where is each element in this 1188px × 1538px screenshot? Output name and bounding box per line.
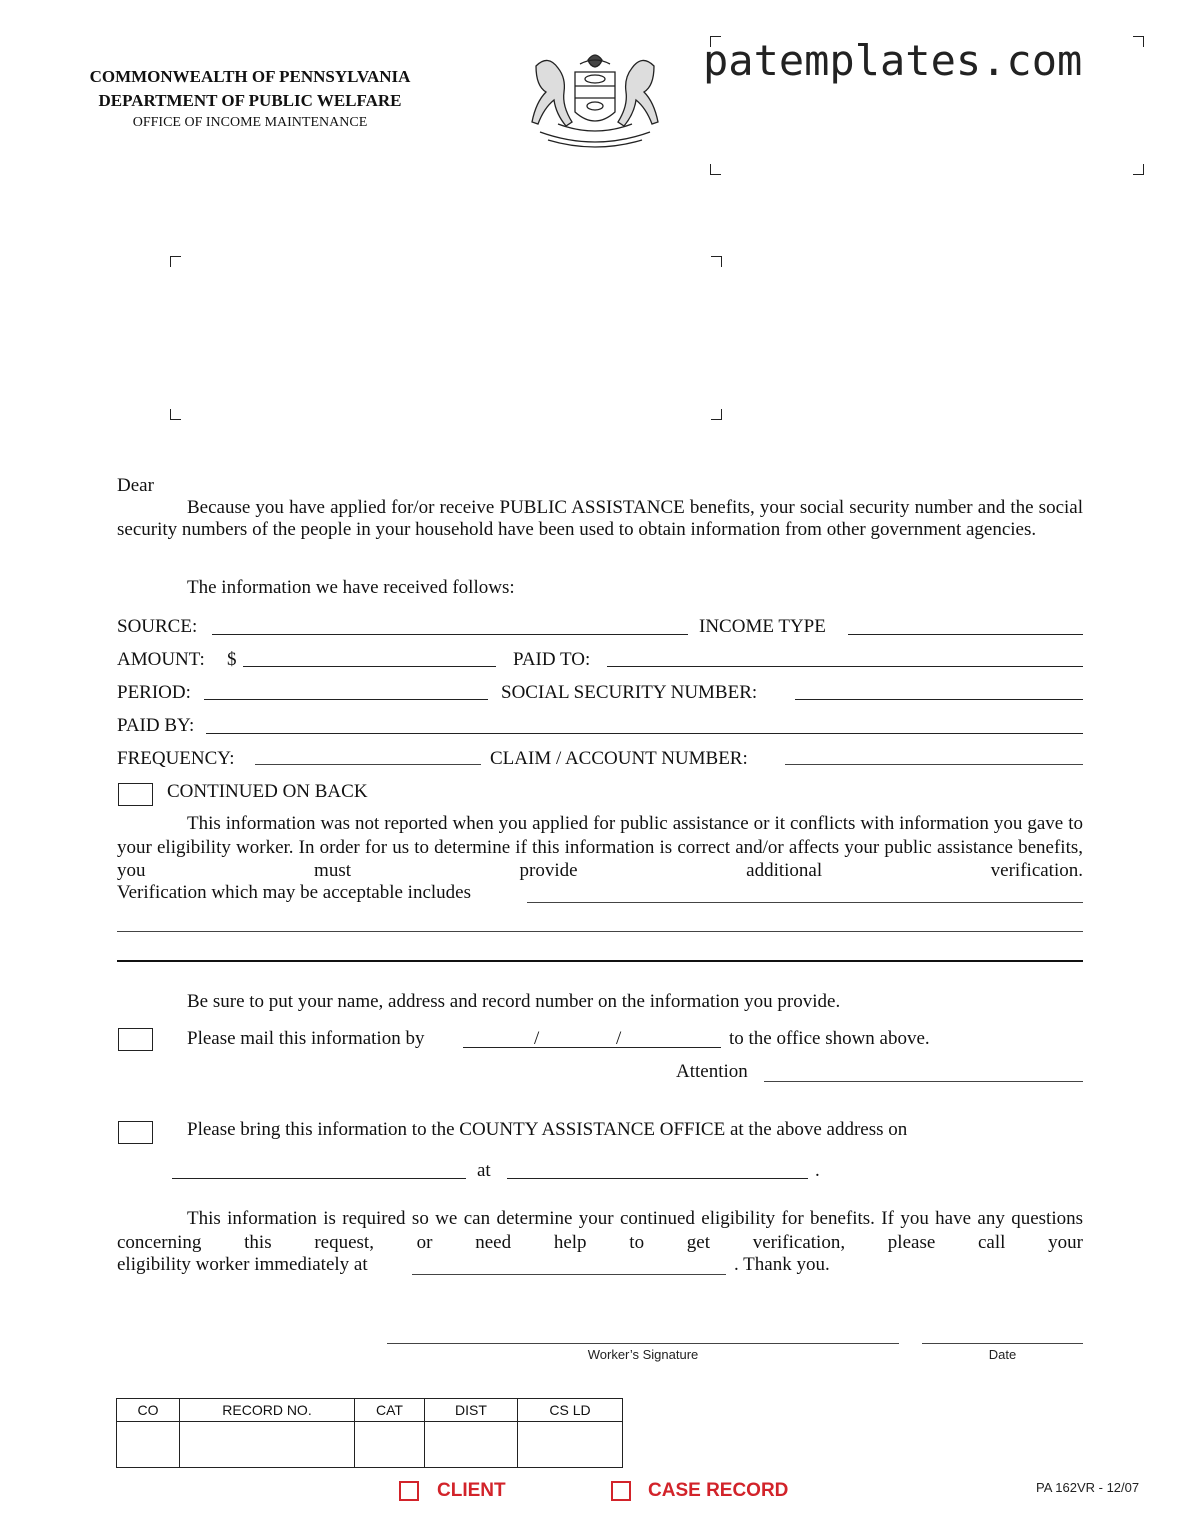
paid-by-label: PAID BY: — [117, 715, 195, 736]
watermark-corner-tr — [1133, 36, 1144, 47]
date-caption: Date — [988, 1347, 1017, 1362]
received-intro: The information we have received follows: — [187, 577, 515, 598]
frequency-label: FREQUENCY: — [117, 748, 235, 769]
record-cell-co[interactable] — [117, 1422, 180, 1468]
source-label: SOURCE: — [117, 616, 198, 637]
header-line-2: DEPARTMENT OF PUBLIC WELFARE — [98, 91, 402, 110]
salutation: Dear — [117, 475, 154, 496]
client-checkbox[interactable] — [399, 1481, 419, 1501]
claim-field[interactable] — [785, 764, 1083, 765]
source-field[interactable] — [212, 634, 688, 635]
paid-to-label: PAID TO: — [513, 649, 591, 670]
continued-checkbox[interactable] — [118, 783, 153, 806]
bring-checkbox[interactable] — [118, 1121, 153, 1144]
address-corner-tl — [170, 256, 181, 267]
case-record-label: CASE RECORD — [648, 1480, 789, 1501]
mail-suffix: to the office shown above. — [729, 1028, 930, 1049]
intro-paragraph: Because you have applied for/or receive PUBLIC ASSISTANCE benefits, your social security number and the social security numbers of the people in your household have been used to obtain information from other government agencies. — [117, 497, 1083, 540]
state-seal-icon — [518, 46, 672, 154]
dollar-sign: $ — [227, 649, 237, 670]
mail-checkbox[interactable] — [118, 1028, 153, 1051]
case-record-checkbox[interactable] — [611, 1481, 631, 1501]
ssn-field[interactable] — [795, 699, 1083, 700]
record-header-cat: CAT — [355, 1399, 425, 1422]
signature-line[interactable] — [387, 1343, 899, 1344]
address-corner-tr — [711, 256, 722, 267]
ssn-label: SOCIAL SECURITY NUMBER: — [501, 682, 758, 703]
record-header-cs-ld: CS LD — [518, 1399, 623, 1422]
paid-by-field[interactable] — [206, 733, 1083, 734]
phone-field[interactable] — [412, 1274, 726, 1275]
address-corner-bl — [170, 409, 181, 420]
record-cell-dist[interactable] — [425, 1422, 518, 1468]
attention-label: Attention — [676, 1061, 748, 1082]
verification-paragraph: This information was not reported when you applied for public assistance or it conflicts with information you gave to your eligibility worker. In order for us to determine if this information is correct and/or affects your public assistance benefits, you must provide additional verification. — [117, 813, 1083, 881]
verification-includes-label: Verification which may be acceptable includes — [117, 882, 471, 903]
record-header-dist: DIST — [425, 1399, 518, 1422]
appointment-date-field[interactable] — [172, 1178, 466, 1179]
income-type-field[interactable] — [848, 634, 1083, 635]
at-label: at — [477, 1160, 491, 1181]
mail-date-slash-2: / — [616, 1028, 622, 1049]
mail-date-slash-1: / — [534, 1028, 540, 1049]
call-prefix: eligibility worker immediately at — [117, 1254, 368, 1275]
period-field[interactable] — [204, 699, 488, 700]
thank-you: . Thank you. — [734, 1254, 830, 1275]
appointment-time-field[interactable] — [507, 1178, 808, 1179]
record-cell-record-no[interactable] — [180, 1422, 355, 1468]
frequency-field[interactable] — [255, 764, 481, 765]
record-cell-cat[interactable] — [355, 1422, 425, 1468]
verification-line-3[interactable] — [117, 960, 1083, 962]
period-label: PERIOD: — [117, 682, 191, 703]
mail-date-field[interactable] — [463, 1047, 721, 1048]
signature-caption: Worker’s Signature — [587, 1347, 699, 1362]
record-table — [116, 1398, 623, 1468]
record-header-co: CO — [117, 1399, 180, 1422]
form-id: PA 162VR - 12/07 — [1036, 1480, 1140, 1495]
amount-label: AMOUNT: — [117, 649, 205, 670]
mail-prefix: Please mail this information by — [187, 1028, 425, 1049]
verification-line-2[interactable] — [117, 931, 1083, 932]
attention-field[interactable] — [764, 1081, 1083, 1082]
record-header-record-no: RECORD NO. — [180, 1399, 355, 1422]
header-line-3: OFFICE OF INCOME MAINTENANCE — [132, 115, 368, 130]
income-type-label: INCOME TYPE — [699, 616, 826, 637]
watermark: patemplates.com — [703, 36, 1083, 85]
continued-label: CONTINUED ON BACK — [167, 781, 368, 802]
date-line[interactable] — [922, 1343, 1083, 1344]
closing-paragraph: This information is required so we can determine your continued eligibility for benefits. If you have any questions concerning this request, or need help to get verification, please call your — [117, 1208, 1083, 1253]
header-line-1: COMMONWEALTH OF PENNSYLVANIA — [89, 67, 411, 86]
be-sure-text: Be sure to put your name, address and record number on the information you provide. — [187, 991, 841, 1012]
claim-label: CLAIM / ACCOUNT NUMBER: — [490, 748, 748, 769]
watermark-corner-bl — [710, 164, 721, 175]
watermark-corner-br — [1133, 164, 1144, 175]
record-cell-cs-ld[interactable] — [518, 1422, 623, 1468]
paid-to-field[interactable] — [607, 666, 1083, 667]
bring-text: Please bring this information to the COUNTY ASSISTANCE OFFICE at the above address on — [187, 1119, 908, 1140]
client-label: CLIENT — [437, 1480, 506, 1501]
watermark-corner-tl — [710, 36, 721, 47]
verification-line-1[interactable] — [527, 902, 1083, 903]
period-mark: . — [815, 1160, 820, 1181]
address-corner-br — [711, 409, 722, 420]
amount-field[interactable] — [243, 666, 496, 667]
